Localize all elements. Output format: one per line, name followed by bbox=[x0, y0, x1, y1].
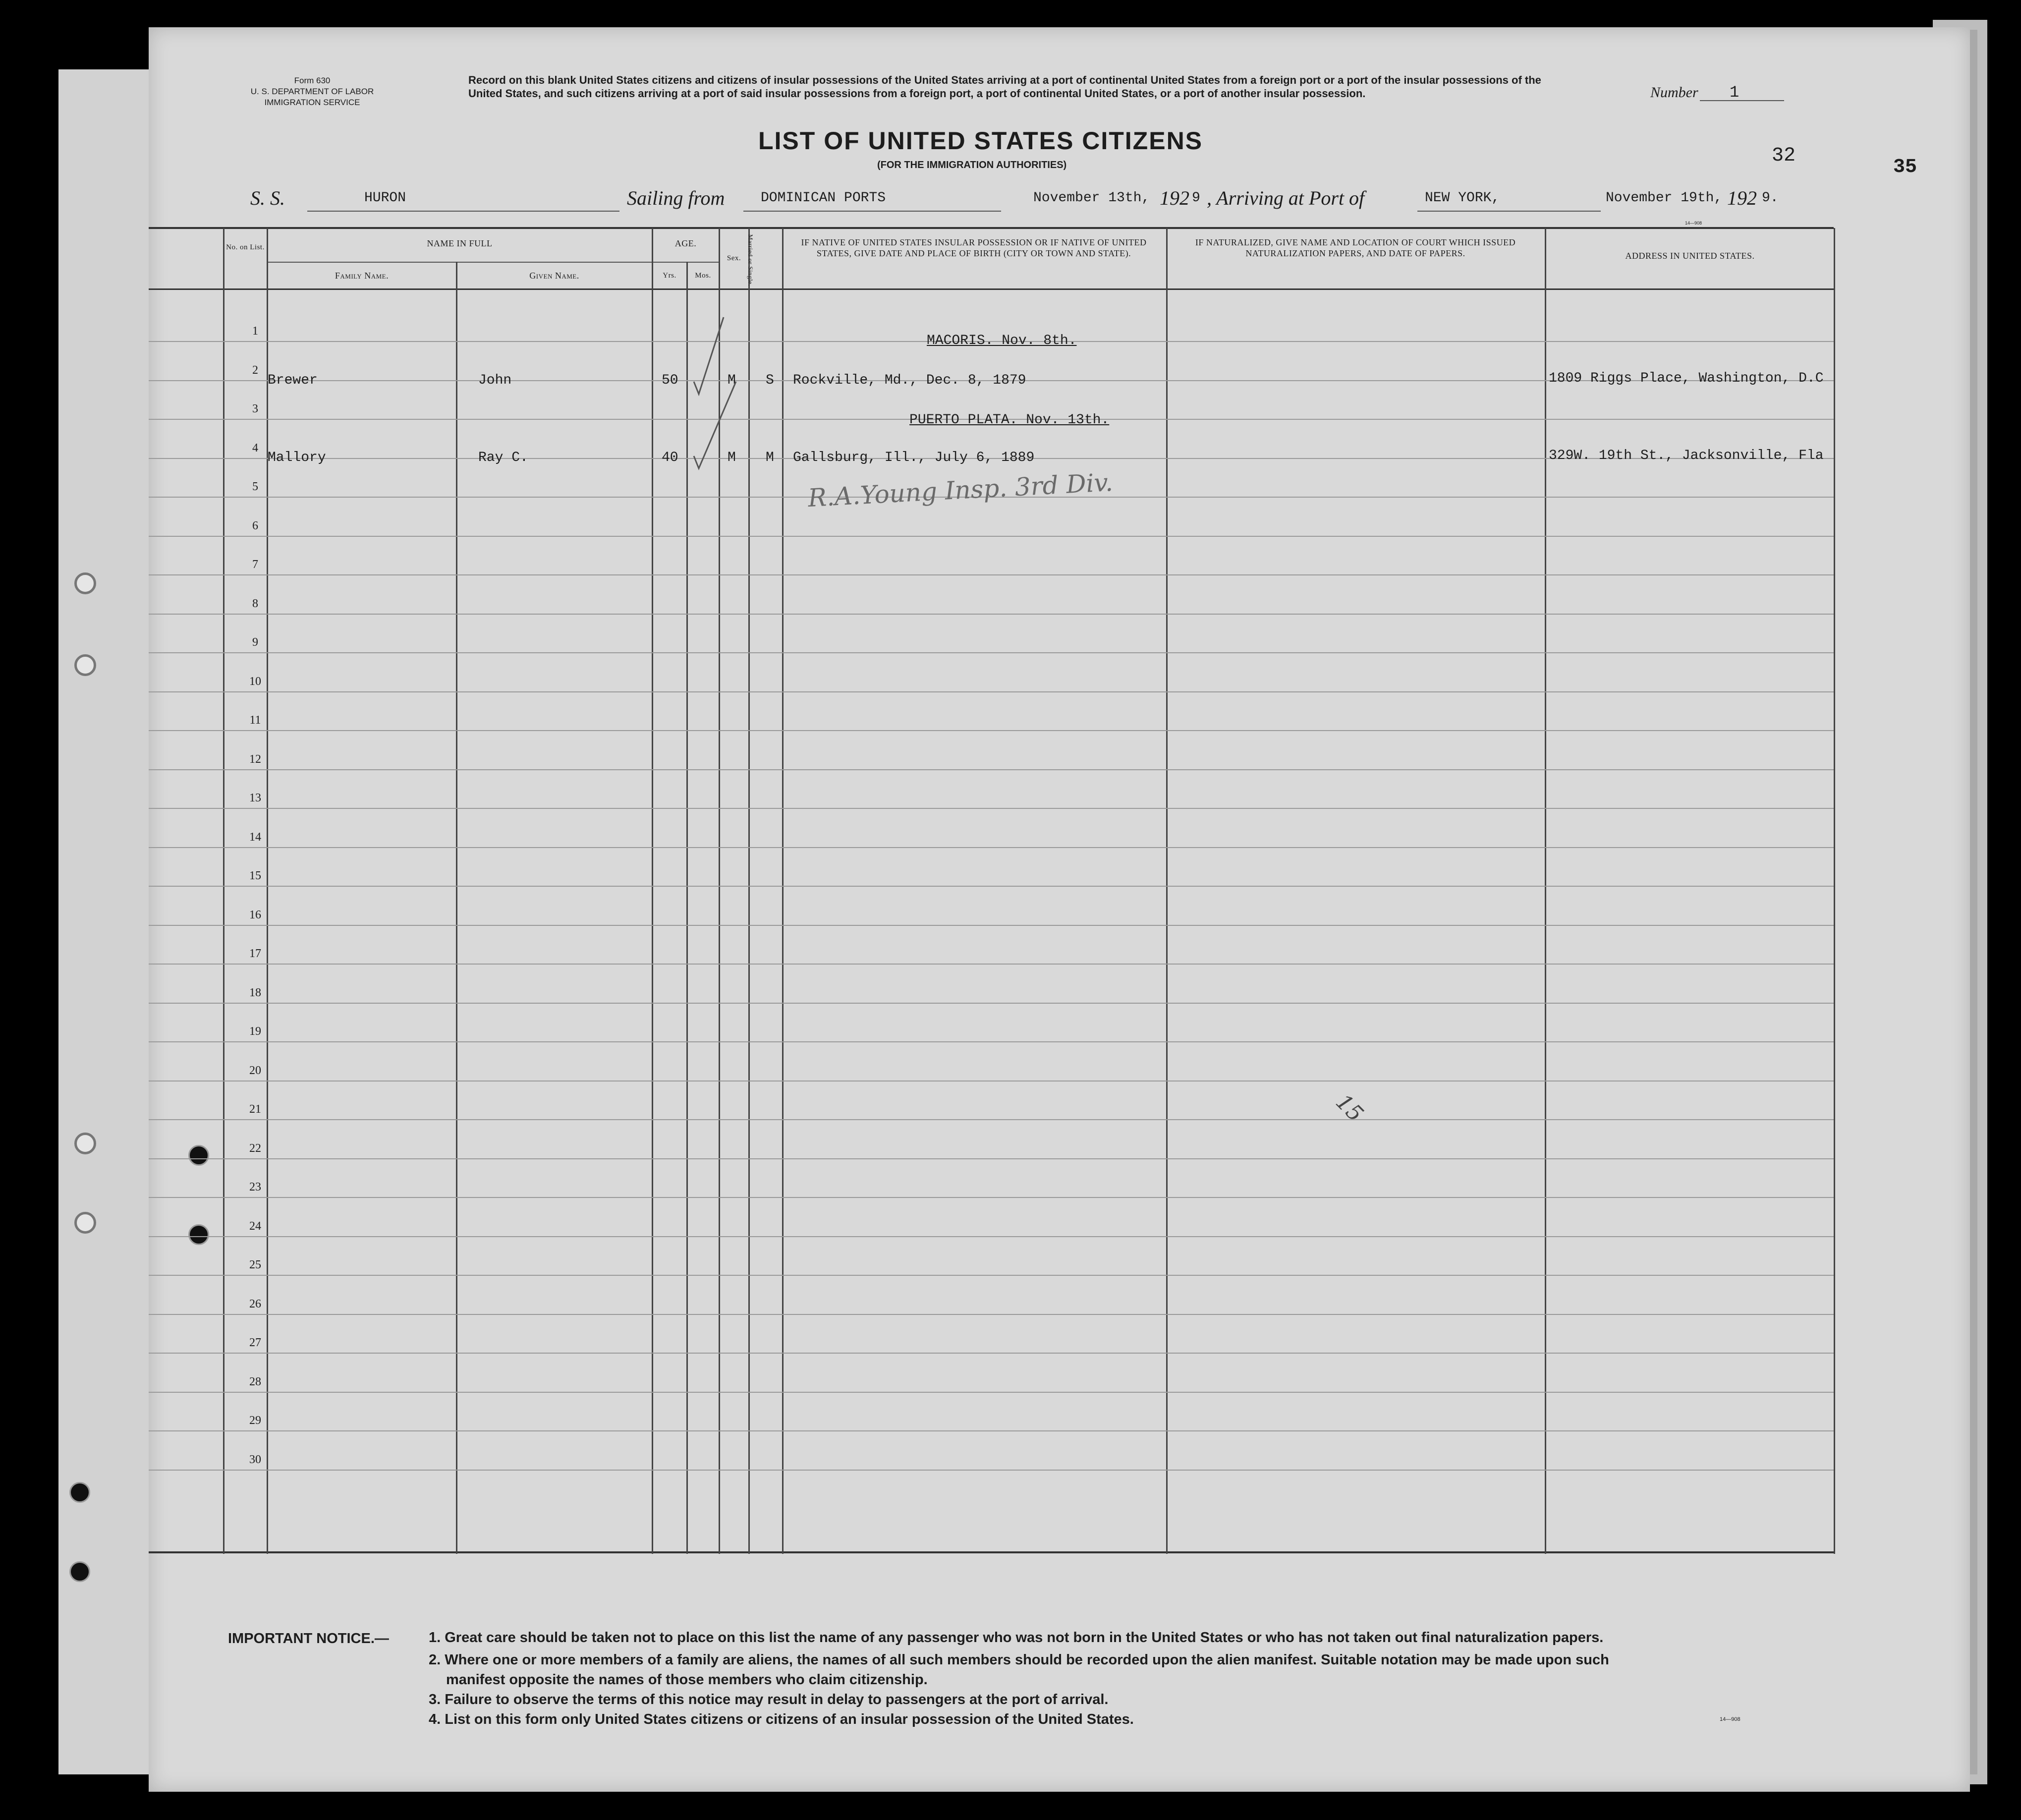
entry-birth: Rockville, Md., Dec. 8, 1879 bbox=[793, 373, 1026, 388]
page-mark-32: 32 bbox=[1772, 145, 1796, 167]
row-number: 14 bbox=[249, 830, 261, 844]
arrival-year-digit: 9. bbox=[1762, 190, 1779, 206]
row-number: 8 bbox=[252, 597, 258, 610]
row-number: 30 bbox=[249, 1453, 261, 1466]
row-number: 25 bbox=[249, 1258, 261, 1271]
row-number: 4 bbox=[252, 441, 258, 455]
entry-family-name: Mallory bbox=[268, 450, 326, 465]
row-number: 23 bbox=[249, 1181, 261, 1194]
form-sheet bbox=[149, 27, 1970, 1792]
punch-hole bbox=[69, 1561, 90, 1582]
arrival-year-prefix: 192 bbox=[1727, 187, 1757, 209]
row-number: 26 bbox=[249, 1297, 261, 1310]
notice-item-3: 3. Failure to observe the terms of this notice may result in delay to passengers at the port of arrival. bbox=[429, 1692, 1109, 1707]
departure-underline bbox=[743, 211, 1001, 212]
col-divider bbox=[1166, 228, 1168, 1554]
form-code-top: 14—908 bbox=[1685, 221, 1702, 226]
header-years: Yrs. bbox=[663, 272, 676, 280]
row-rule bbox=[149, 730, 1834, 731]
ss-label: S. S. bbox=[250, 187, 285, 209]
notice-item-2-cont: manifest opposite the names of those members who claim citizenship. bbox=[446, 1672, 928, 1688]
row-number: 7 bbox=[252, 558, 258, 571]
entry-address: 329W. 19th St., Jacksonville, Fla bbox=[1549, 448, 1824, 463]
inspector-signature: R.A.Young Insp. 3rd Div. bbox=[807, 467, 1114, 513]
col-divider bbox=[223, 228, 225, 1554]
form-instructions: Record on this blank United States citizens and citizens of insular possessions of the United States arriving at a port of continental United States from a foreign port or a port of the insular possessions of the United States, and such citizens arriving at a port of said insular possessions from a foreign port, a port of continental United States, or a port of another insular possession. bbox=[468, 74, 1541, 100]
entry-age: 40 bbox=[662, 450, 678, 465]
row-rule bbox=[149, 964, 1834, 965]
arrival-date: November 19th, bbox=[1606, 190, 1723, 206]
form-code: 14—908 bbox=[1720, 1716, 1740, 1722]
port-heading-macoris: MACORIS. Nov. 8th. bbox=[927, 333, 1077, 348]
header-address: ADDRESS IN UNITED STATES. bbox=[1625, 251, 1755, 261]
row-rule bbox=[149, 1430, 1834, 1431]
row-number: 24 bbox=[249, 1219, 261, 1233]
header-naturalization: IF NATURALIZED, GIVE NAME AND LOCATION OF COURT WHICH ISSUED NATURALIZATION PAPERS, AND DATE OF PAPERS. bbox=[1195, 237, 1516, 258]
row-rule bbox=[149, 1197, 1834, 1198]
header-age: AGE. bbox=[674, 238, 697, 248]
row-number: 5 bbox=[252, 480, 258, 493]
table-bottom-border bbox=[149, 1551, 1834, 1553]
row-rule bbox=[149, 1003, 1834, 1004]
row-number: 27 bbox=[249, 1336, 261, 1349]
punch-hole bbox=[74, 1133, 96, 1154]
entry-marital: S bbox=[766, 373, 774, 388]
row-number: 17 bbox=[249, 947, 261, 960]
arrival-underline bbox=[1417, 211, 1601, 212]
table-top-border bbox=[149, 227, 1834, 229]
entry-sex: M bbox=[728, 373, 736, 388]
row-number: 16 bbox=[249, 908, 261, 921]
row-number: 10 bbox=[249, 675, 261, 688]
header-name-in-full: NAME IN FULL bbox=[427, 238, 493, 248]
header-family-name: Family Name. bbox=[335, 271, 389, 281]
header-sex: Sex. bbox=[727, 254, 741, 262]
row-number: 22 bbox=[249, 1141, 261, 1155]
row-rule bbox=[149, 614, 1834, 615]
row-rule bbox=[149, 1392, 1834, 1393]
entry-family-name: Brewer bbox=[268, 373, 318, 388]
age-subheader-rule bbox=[653, 262, 719, 263]
arrival-port: NEW YORK, bbox=[1425, 190, 1500, 206]
punch-hole bbox=[74, 1212, 96, 1234]
row-number: 28 bbox=[249, 1375, 261, 1388]
row-rule bbox=[149, 1314, 1834, 1315]
notice-item-2: 2. Where one or more members of a family are aliens, the names of all such members should be recorded upon the alien manifest. Suitable notation may be made upon such bbox=[429, 1652, 1609, 1668]
row-number: 3 bbox=[252, 402, 258, 415]
name-subheader-rule bbox=[268, 262, 704, 263]
stamp-number: 15 bbox=[1331, 1089, 1368, 1127]
row-rule bbox=[149, 808, 1834, 809]
punch-hole bbox=[74, 572, 96, 594]
row-number: 18 bbox=[249, 986, 261, 999]
entry-marital: M bbox=[766, 450, 774, 465]
left-binding-strip bbox=[58, 69, 153, 1774]
row-rule bbox=[149, 886, 1834, 887]
row-rule bbox=[149, 1470, 1834, 1471]
row-number: 6 bbox=[252, 519, 258, 532]
number-value: 1 bbox=[1730, 83, 1740, 102]
row-rule bbox=[149, 1119, 1834, 1120]
number-underline bbox=[1700, 100, 1784, 101]
entry-given-name: Ray C. bbox=[478, 450, 528, 465]
punch-hole bbox=[188, 1224, 209, 1245]
row-rule bbox=[149, 691, 1834, 692]
number-label: Number bbox=[1650, 84, 1698, 101]
row-rule bbox=[149, 1275, 1834, 1276]
page-title: LIST OF UNITED STATES CITIZENS bbox=[758, 127, 1203, 155]
notice-label: IMPORTANT NOTICE.— bbox=[228, 1631, 389, 1647]
row-number: 1 bbox=[252, 325, 258, 338]
row-rule bbox=[149, 1158, 1834, 1159]
notice-item-1: 1. Great care should be taken not to place on this list the name of any passenger who was not born in the United States or who has not taken out final naturalization papers. bbox=[429, 1630, 1604, 1646]
row-number: 12 bbox=[249, 752, 261, 766]
page-subtitle: (FOR THE IMMIGRATION AUTHORITIES) bbox=[877, 160, 1067, 171]
col-divider bbox=[267, 228, 268, 1554]
row-number: 20 bbox=[249, 1064, 261, 1077]
ship-name: HURON bbox=[364, 190, 406, 206]
punch-hole bbox=[69, 1482, 90, 1503]
col-divider bbox=[748, 228, 750, 1554]
sail-date: November 13th, bbox=[1033, 190, 1150, 206]
row-rule bbox=[149, 1236, 1834, 1237]
row-rule bbox=[149, 652, 1834, 653]
entry-age: 50 bbox=[662, 373, 678, 388]
row-rule bbox=[149, 1041, 1834, 1042]
header-given-name: Given Name. bbox=[529, 271, 579, 281]
row-number: 13 bbox=[249, 792, 261, 804]
header-married-single: Married or Single. bbox=[747, 234, 754, 286]
punch-hole bbox=[74, 654, 96, 676]
form-id-block bbox=[233, 75, 392, 108]
row-rule bbox=[149, 1353, 1834, 1354]
row-rule bbox=[149, 574, 1834, 575]
departure-port: DOMINICAN PORTS bbox=[761, 190, 886, 206]
col-divider bbox=[1834, 228, 1835, 1554]
row-number: 15 bbox=[249, 869, 261, 882]
col-divider bbox=[686, 262, 688, 1554]
col-divider bbox=[1545, 228, 1546, 1554]
col-divider bbox=[652, 228, 653, 1554]
row-number: 21 bbox=[249, 1103, 261, 1116]
header-birth-place: IF NATIVE OF UNITED STATES INSULAR POSSESSION OR IF NATIVE OF UNITED STATES, GIVE DATE AND PLACE OF BIRTH (CITY OR TOWN AND STATE). bbox=[801, 237, 1147, 258]
header-months: Mos. bbox=[695, 272, 711, 280]
row-rule bbox=[149, 847, 1834, 848]
entry-birth: Gallsburg, Ill., July 6, 1889 bbox=[793, 450, 1035, 465]
department-name: U. S. DEPARTMENT OF LABOR bbox=[250, 87, 374, 96]
form-number: Form 630 bbox=[294, 76, 331, 85]
row-number: 11 bbox=[249, 714, 261, 727]
entry-given-name: John bbox=[478, 373, 512, 388]
row-number: 2 bbox=[252, 363, 258, 377]
sailing-label: Sailing from bbox=[627, 187, 725, 209]
row-rule bbox=[149, 769, 1834, 770]
check-marks bbox=[689, 307, 748, 471]
col-divider bbox=[782, 228, 784, 1554]
entry-address: 1809 Riggs Place, Washington, D.C bbox=[1549, 371, 1824, 386]
table-header-bottom-border bbox=[149, 288, 1834, 290]
col-divider bbox=[456, 262, 457, 1554]
sail-year-digit: 9 bbox=[1192, 190, 1200, 206]
row-number: 29 bbox=[249, 1414, 261, 1427]
row-rule bbox=[149, 925, 1834, 926]
port-heading-puerto-plata: PUERTO PLATA. Nov. 13th. bbox=[909, 412, 1110, 428]
ship-underline bbox=[307, 211, 619, 212]
entry-sex: M bbox=[728, 450, 736, 465]
row-rule bbox=[149, 536, 1834, 537]
page-mark-35: 35 bbox=[1893, 156, 1917, 178]
punch-hole bbox=[188, 1145, 209, 1166]
header-no-on-list: No. on List. bbox=[226, 243, 265, 251]
service-name: IMMIGRATION SERVICE bbox=[264, 98, 360, 107]
notice-item-4: 4. List on this form only United States citizens or citizens of an insular possession of the United States. bbox=[429, 1711, 1134, 1727]
sail-year-prefix: 192 bbox=[1160, 187, 1189, 209]
arriving-label: , Arriving at Port of bbox=[1207, 187, 1365, 209]
row-number: 19 bbox=[249, 1025, 261, 1038]
row-number: 9 bbox=[252, 636, 258, 649]
